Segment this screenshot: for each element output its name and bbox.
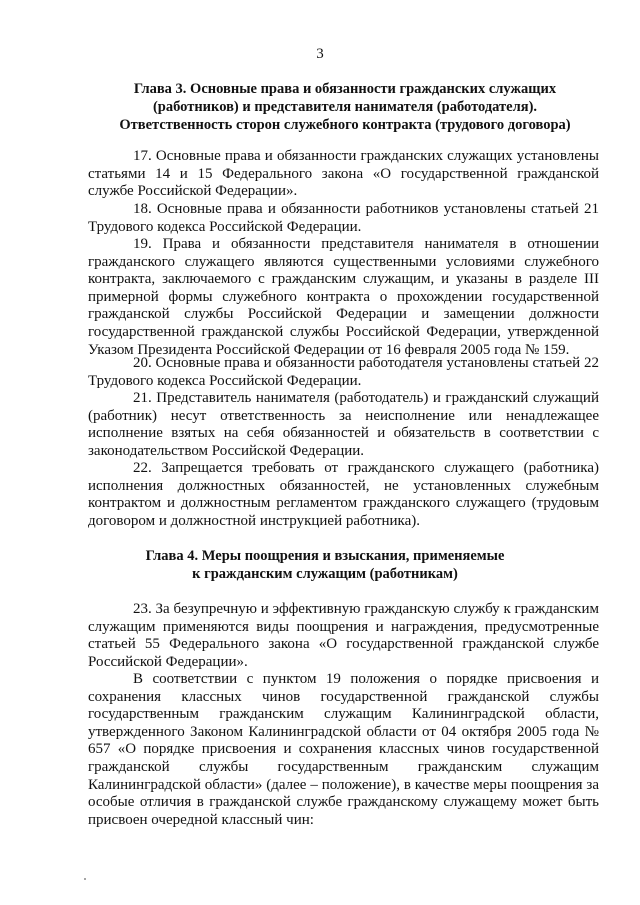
- paragraph-18: 18. Основные права и обязанности работников установлены статьей 21 Трудового кодекса Российской Федерации.: [88, 201, 599, 235]
- paragraph-20: 20. Основные права и обязанности работодателя установлены статьей 22 Трудового кодекса Российской Федерации.: [88, 355, 599, 389]
- chapter-3-heading-line: Глава 3. Основные права и обязанности гражданских служащих: [133, 81, 557, 97]
- chapter-3-heading-line: (работников) и представителя нанимателя (работодателя).: [152, 99, 538, 115]
- chapter-3-heading: [105, 80, 585, 134]
- paragraph-22: 22. Запрещается требовать от гражданского служащего (работника) исполнения должностных обязанностей, не установленных служебным контрактом и должностным регламентом гражданского служащего (трудовым договором и должностной инструкцией работника).: [88, 460, 599, 529]
- scan-artifact: [84, 878, 86, 880]
- paragraph-classification-rank: В соответствии с пунктом 19 положения о порядке присвоения и сохранения классных чинов государственной гражданской службы государственным гражданским служащим Калининградской области, утвержденного Законом Калининградской области от 04 октября 2005 года № 657 «О порядке присвоения и сохранения классных чинов государственной гражданской службы государственным гражданским служащим Калининградской области» (далее – положение), в качестве меры поощрения за особые отличия в гражданской службе гражданскому служащему может быть присвоен очередной классный чин:: [88, 671, 599, 828]
- paragraph-19: 19. Права и обязанности представителя нанимателя в отношении гражданского служащего являются существенными условиями служебного контракта, заключаемого с гражданским служащим, и указаны в разделе III примерной формы служебного контракта о прохождении государственной гражданской службы Российской Федерации и замещении должности государственной гражданской службы Российской Федерации, утвержденной Указом Президента Российской Федерации от 16 февраля 2005 года № 159.: [88, 236, 599, 358]
- chapter-4-heading-line: к гражданским служащим (работникам): [192, 566, 458, 582]
- chapter-3-heading-line: Ответственность сторон служебного контракта (трудового договора): [119, 117, 571, 133]
- paragraph-21: 21. Представитель нанимателя (работодатель) и гражданский служащий (работник) несут ответственность за неисполнение или ненадлежащее исполнение взятых на себя обязанностей и обязательств в соответствии с законодательством Российской Федерации.: [88, 390, 599, 459]
- paragraph-23: 23. За безупречную и эффективную гражданскую службу к гражданским служащим применяются виды поощрения и награждения, предусмотренные статьей 55 Федерального закона «О государственной гражданской службе Российской Федерации».: [88, 601, 599, 670]
- chapter-4-heading: [110, 547, 540, 583]
- chapter-4-heading-line: Глава 4. Меры поощрения и взыскания, применяемые: [145, 548, 505, 564]
- paragraph-17: 17. Основные права и обязанности гражданских служащих установлены статьями 14 и 15 Федерального закона «О государственной гражданской службе Российской Федерации».: [88, 148, 599, 200]
- page-number: 3: [316, 46, 324, 62]
